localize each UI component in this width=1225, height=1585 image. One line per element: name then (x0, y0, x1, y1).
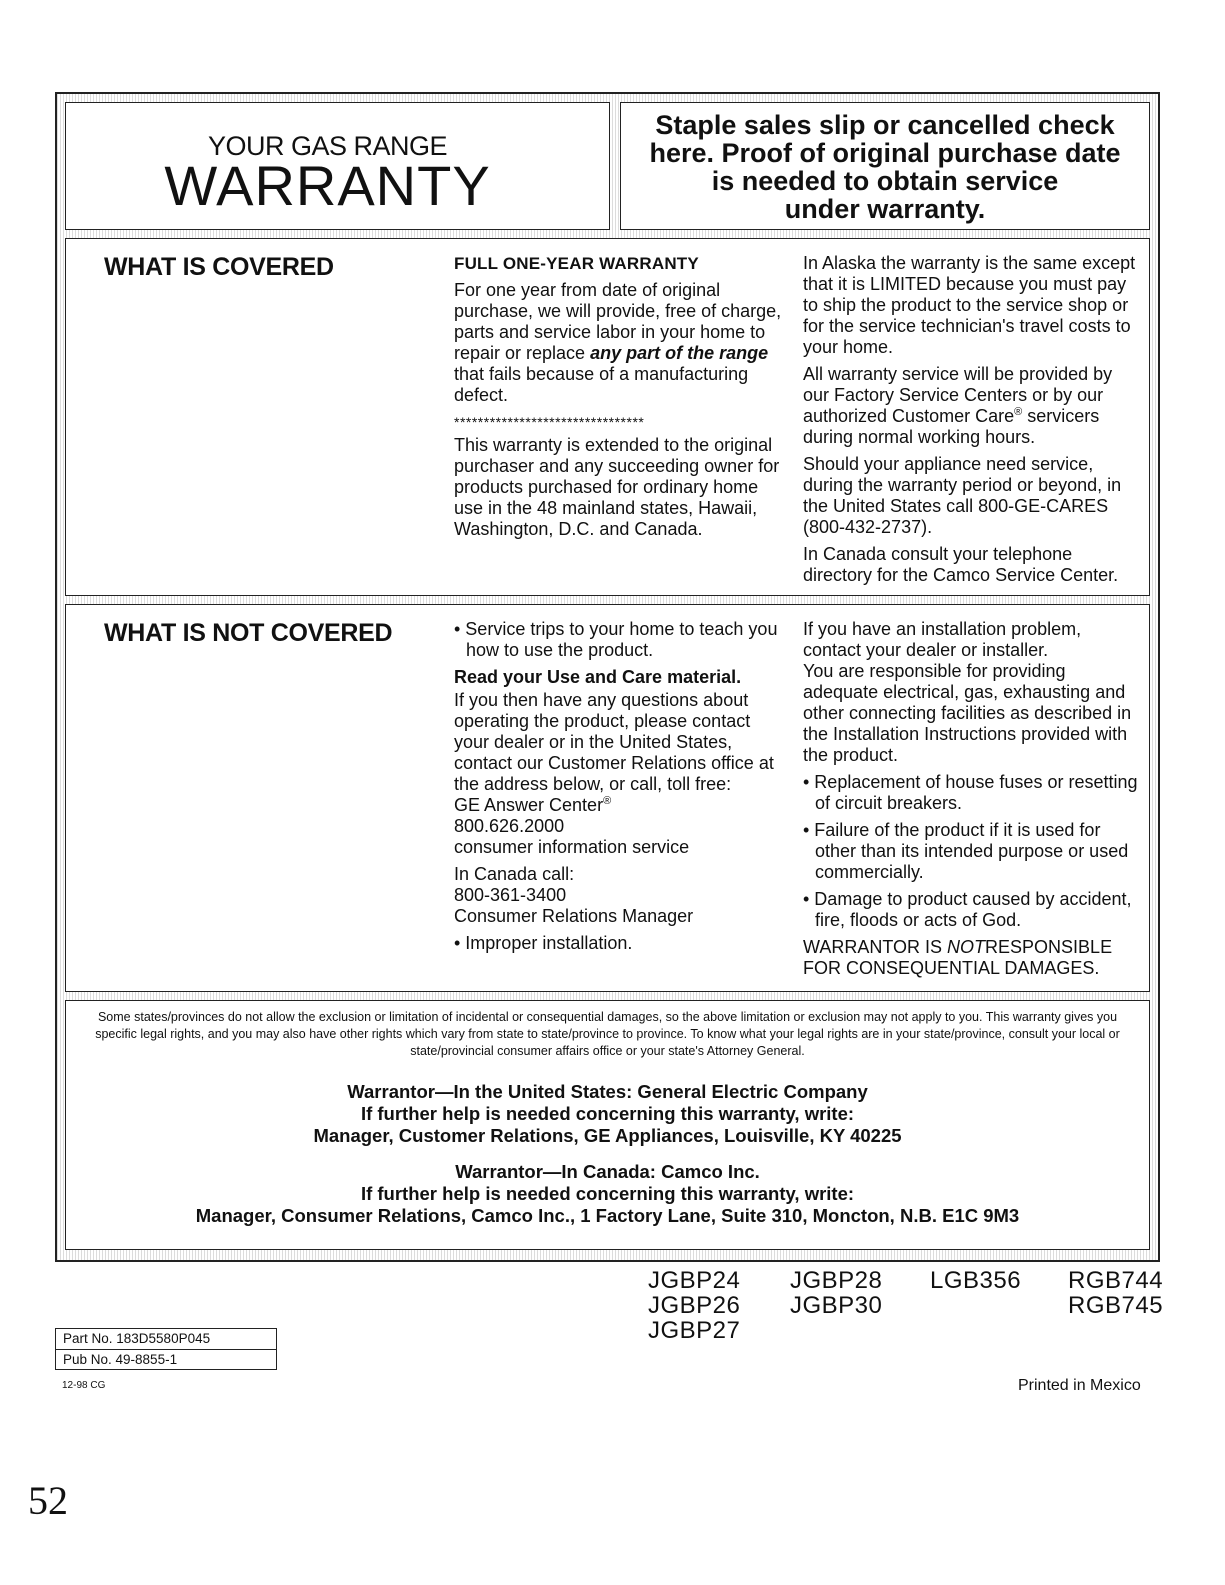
covered-title: WHAT IS COVERED (104, 253, 334, 281)
registered-mark: ® (1014, 406, 1023, 418)
canada-paragraph: In Canada consult your telephone directory for the Camco Service Center. (803, 544, 1119, 585)
bullet-item: • Replacement of house fuses or resetting of circuit breakers. (803, 772, 1138, 813)
warrantor-line: Warrantor—In the United States: General Electric Company (347, 1081, 868, 1102)
emphasis-text: any part of the range (590, 343, 769, 363)
bullet-item: • Improper installation. (454, 933, 633, 953)
registered-mark: ® (603, 795, 612, 807)
text: GE Answer Center (454, 795, 604, 815)
service-paragraph (803, 364, 1143, 448)
bullet-item: • Service trips to your home to teach you how to use the product. (454, 619, 778, 660)
warranty-title: WARRANTY (164, 154, 491, 217)
part-number: Part No. 183D5580P045 (63, 1331, 211, 1346)
canada-call-label: In Canada call: (454, 864, 575, 884)
staple-line: is needed to obtain service (711, 166, 1059, 196)
text: For one year from date of original purchase, we will provide, free of charge, parts and service labor in your home to repair or replace (454, 280, 782, 363)
page-number: 52 (28, 1478, 68, 1523)
model-number: RGB744 (1068, 1267, 1164, 1294)
pub-number: Pub No. 49-8855-1 (56, 1349, 276, 1370)
model-number: JGBP28 (790, 1267, 883, 1294)
consequential-damages-notice (803, 937, 1143, 979)
warrantor-line: Manager, Customer Relations, GE Appliances, Louisville, KY 40225 (313, 1125, 902, 1146)
text: All warranty service will be provided by our Factory Service Centers or by our authorized Customer Care (803, 364, 1113, 426)
service-call-paragraph: Should your appliance need service, during the warranty period or beyond, in the United States call 800-GE-CARES (800-432-2737). (803, 454, 1122, 537)
staple-line: here. Proof of original purchase date (649, 138, 1121, 168)
text: that fails because of a manufacturing defect. (454, 364, 749, 405)
not-covered-title: WHAT IS NOT COVERED (104, 619, 393, 647)
not-covered-mid-column (454, 619, 784, 960)
covered-mid-column (454, 253, 784, 546)
model-number: JGBP30 (790, 1292, 883, 1319)
not-covered-right-column (803, 619, 1143, 985)
covered-section (65, 238, 1150, 596)
title-box (65, 102, 610, 230)
installation-paragraph: If you have an installation problem, contact your dealer or installer. (803, 619, 1082, 660)
answer-center (454, 795, 784, 816)
canada-phone: 800-361-3400 (454, 885, 567, 905)
staple-note (631, 111, 1139, 223)
not-covered-section (65, 604, 1150, 992)
questions-paragraph: If you then have any questions about operating the product, please contact your dealer or in the United States, contact our Customer Relations office at the address below, or call, toll free: (454, 690, 774, 794)
covered-paragraph (454, 280, 784, 406)
model-number: JGBP24 (648, 1267, 741, 1294)
print-code: 12-98 CG (62, 1380, 106, 1391)
staple-line: Staple sales slip or cancelled check (655, 110, 1115, 140)
staple-note-box (620, 102, 1150, 230)
extension-paragraph: This warranty is extended to the original purchaser and any succeeding owner for products purchased for ordinary home use in the 48 mainland states, Hawaii, Washington, D.C. and Canada. (454, 435, 780, 539)
responsibility-paragraph: You are responsible for providing adequate electrical, gas, exhausting and other connecting facilities as described in the Installation Instructions provided with the product. (803, 661, 1132, 765)
legal-disclaimer: Some states/provinces do not allow the exclusion or limitation of incidental or consequential damages, so the above limitation or exclusion may not apply to you. This warranty gives you specific legal rights, and you may also have other rights which vary from state to state/province to province. To know what your legal rights are in your state/province, consult your local or state/provincial consumer affairs office or your state's Attorney General. (95, 1010, 1120, 1058)
text: RESPONSIBLE FOR CONSEQUENTIAL DAMAGES. (803, 937, 1113, 978)
alaska-paragraph: In Alaska the warranty is the same except that it is LIMITED because you must pay to ship the product to the service shop or for the service technician's travel costs to your home. (803, 253, 1136, 357)
read-use-care-heading: Read your Use and Care material. (454, 667, 742, 687)
bullet-item: • Failure of the product if it is used for other than its intended purpose or used commercially. (803, 820, 1129, 882)
canada-warrantor (66, 1161, 1149, 1227)
us-warrantor (66, 1081, 1149, 1147)
info-service: consumer information service (454, 837, 690, 857)
model-number: JGBP27 (648, 1317, 741, 1344)
warrantor-line: Warrantor—In Canada: Camco Inc. (455, 1161, 760, 1182)
printed-in: Printed in Mexico (1018, 1377, 1141, 1394)
text: servicers during normal working hours. (803, 406, 1100, 447)
full-warranty-heading: FULL ONE-YEAR WARRANTY (454, 254, 699, 273)
warrantor-line: If further help is needed concerning this warranty, write: (360, 1103, 855, 1124)
not-emphasis: NOT (947, 937, 986, 957)
warrantor-line: Manager, Consumer Relations, Camco Inc., 1 Factory Lane, Suite 310, Moncton, N.B. E1C 9M3 (195, 1205, 1020, 1226)
part-info-box (55, 1328, 277, 1370)
legal-section (65, 1000, 1150, 1250)
warrantor-line: If further help is needed concerning this warranty, write: (360, 1183, 855, 1204)
covered-right-column (803, 253, 1143, 592)
model-number: LGB356 (930, 1267, 1022, 1294)
model-number: RGB745 (1068, 1292, 1164, 1319)
model-list (648, 1268, 1168, 1348)
consumer-relations-manager: Consumer Relations Manager (454, 906, 694, 926)
text: WARRANTOR IS (803, 937, 943, 957)
bullet-item: • Damage to product caused by accident, fire, floods or acts of God. (803, 889, 1132, 930)
model-number: JGBP26 (648, 1292, 741, 1319)
us-phone: 800.626.2000 (454, 816, 565, 836)
staple-line: under warranty. (784, 194, 986, 224)
star-divider: ******************************** (454, 414, 645, 430)
range-label: YOUR GAS RANGE (207, 131, 448, 161)
